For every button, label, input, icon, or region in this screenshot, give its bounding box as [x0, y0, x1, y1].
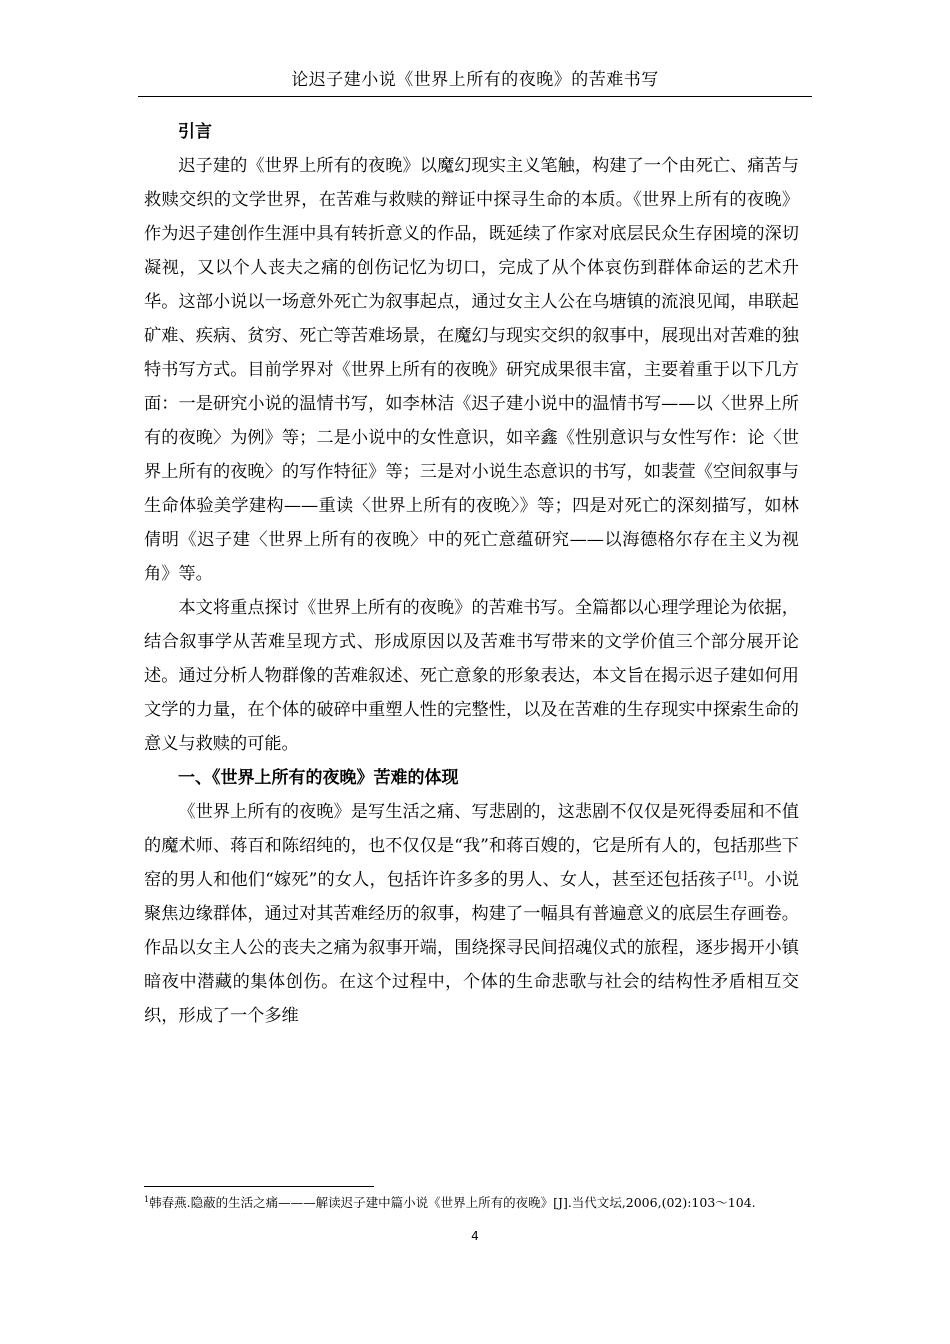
- paragraph-text-before-citation: 《世界上所有的夜晚》是写生活之痛、写悲剧的，这悲剧不仅仅是死得委屈和不值的魔术师、蒋百和陈绍纯的，也不仅仅是“我”和蒋百嫂的，它是所有人的，包括那些下窑的男人和他们“嫁死”的女人，包括许许多多的男人、女人，甚至还包括孩子: [144, 802, 799, 890]
- intro-paragraph-2: 本文将重点探讨《世界上所有的夜晚》的苦难书写。全篇都以心理学理论为依据，结合叙事学从苦难呈现方式、形成原因以及苦难书写带来的文学价值三个部分展开论述。通过分析人物群像的苦难叙述、死亡意象的形象表达，本文旨在揭示迟子建如何用文学的力量，在个体的破碎中重塑人性的完整性，以及在苦难的生存现实中探索生命的意义与救赎的可能。: [144, 598, 799, 754]
- footnote-rule: [144, 1186, 374, 1187]
- intro-heading: 引言: [178, 122, 212, 142]
- footnote: [144, 1192, 804, 1213]
- body-text: [144, 115, 799, 1033]
- page-number: 4: [471, 1229, 479, 1243]
- paragraph-text-after-citation: 。小说聚焦边缘群体，通过对其苦难经历的叙事，构建了一幅具有普遍意义的底层生存画卷。作品以女主人公的丧夫之痛为叙事开端，围绕探寻民间招魂仪式的旅程，逐步揭开小镇暗夜中潜藏的集体创伤。在这个过程中，个体的生命悲歌与社会的结构性矛盾相互交织，形成了一个多维: [144, 870, 799, 1026]
- footnote-text: 韩春燕.隐蔽的生活之痛———解读迟子建中篇小说《世界上所有的夜晚》[J].当代文坛,2006,(02):103～104.: [149, 1195, 756, 1210]
- section-1-paragraph-1: [144, 795, 799, 1033]
- footnote-mark: 1: [144, 1194, 150, 1204]
- section-1-heading: 一、《世界上所有的夜晚》苦难的体现: [178, 768, 459, 788]
- citation-ref[interactable]: [1]: [732, 870, 748, 882]
- running-header: 论迟子建小说《世界上所有的夜晚》的苦难书写: [291, 70, 659, 90]
- header-rule: [138, 96, 812, 97]
- intro-paragraph-1: 迟子建的《世界上所有的夜晚》以魔幻现实主义笔触，构建了一个由死亡、痛苦与救赎交织的文学世界，在苦难与救赎的辩证中探寻生命的本质。《世界上所有的夜晚》作为迟子建创作生涯中具有转折意义的作品，既延续了作家对底层民众生存困境的深切凝视，又以个人丧夫之痛的创伤记忆为切口，完成了从个体哀伤到群体命运的艺术升华。这部小说以一场意外死亡为叙事起点，通过女主人公在乌塘镇的流浪见闻，串联起矿难、疾病、贫穷、死亡等苦难场景，在魔幻与现实交织的叙事中，展现出对苦难的独特书写方式。目前学界对《世界上所有的夜晚》研究成果很丰富，主要着重于以下几方面：一是研究小说的温情书写，如李林洁《迟子建小说中的温情书写——以〈世界上所有的夜晚〉为例》等；二是小说中的女性意识，如辛鑫《性别意识与女性写作：论〈世界上所有的夜晚〉的写作特征》等；三是对小说生态意识的书写，如裴萱《空间叙事与生命体验美学建构——重读〈世界上所有的夜晚〉》等；四是对死亡的深刻描写，如林倩明《迟子建〈世界上所有的夜晚〉中的死亡意蕴研究——以海德格尔存在主义为视角》等。: [144, 156, 799, 584]
